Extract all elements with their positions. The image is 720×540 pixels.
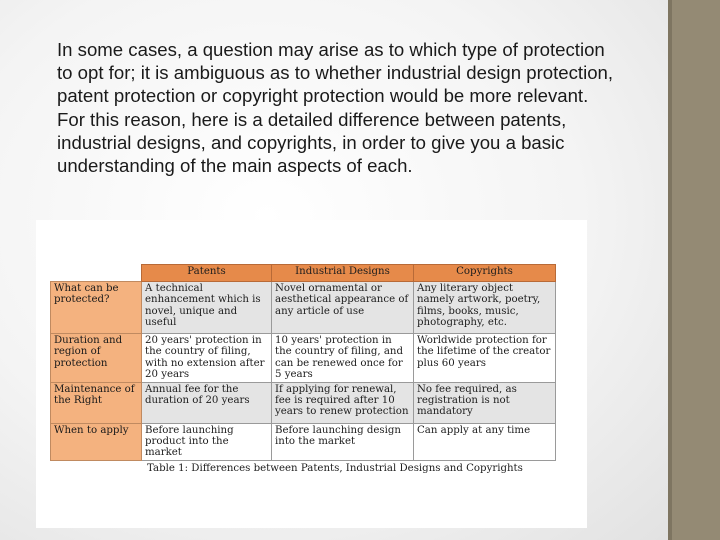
table-cell: Before launching design into the market [272, 423, 414, 460]
table-cell: 20 years' protection in the country of filing, with no extension after 20 years [142, 334, 272, 383]
row-label: Duration and region of protection [51, 334, 142, 383]
comparison-table [50, 264, 556, 461]
body-paragraph: In some cases, a question may arise as to which type of protection to opt for; it is ambiguous as to whether industrial design protection, patent protection or copyright protection would be more relevant. For this reason, here is a detailed difference between patents, industrial designs, and copyrights, in order to give you a basic understanding of the main aspects of each. [57, 39, 614, 177]
table-cell: Annual fee for the duration of 20 years [142, 382, 272, 423]
table-cell: Can apply at any time [414, 423, 556, 460]
table-cell: If applying for renewal, fee is required after 10 years to renew protection [272, 382, 414, 423]
table-cell: Before launching product into the market [142, 423, 272, 460]
table-cell: Any literary object namely artwork, poetry, films, books, music, photography, etc. [414, 282, 556, 334]
table-image [36, 220, 587, 528]
table-cell: A technical enhancement which is novel, unique and useful [142, 282, 272, 334]
table-header-row [51, 265, 556, 282]
row-label: What can be protected? [51, 282, 142, 334]
table-cell: Worldwide protection for the lifetime of the creator plus 60 years [414, 334, 556, 383]
row-label: When to apply [51, 423, 142, 460]
table-corner-cell [51, 265, 142, 282]
table-cell: Novel ornamental or aesthetical appearance of any article of use [272, 282, 414, 334]
column-header-copyrights: Copyrights [414, 265, 556, 282]
decorative-side-stripe [668, 0, 672, 540]
table-row [51, 382, 556, 423]
table-cell: 10 years' protection in the country of filing, and can be renewed once for 5 years [272, 334, 414, 383]
table-cell: No fee required, as registration is not mandatory [414, 382, 556, 423]
column-header-industrial-designs: Industrial Designs [272, 265, 414, 282]
table-caption: Table 1: Differences between Patents, Industrial Designs and Copyrights [147, 463, 523, 474]
table-row [51, 282, 556, 334]
decorative-side-bar [668, 0, 720, 540]
table-row [51, 423, 556, 460]
table-row [51, 334, 556, 383]
row-label: Maintenance of the Right [51, 382, 142, 423]
column-header-patents: Patents [142, 265, 272, 282]
